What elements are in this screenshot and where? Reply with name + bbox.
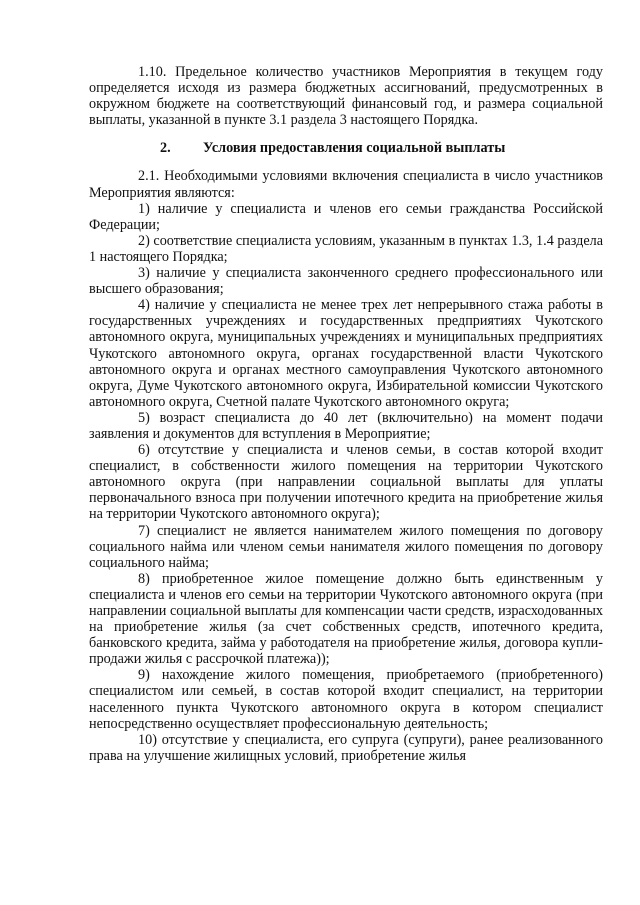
document-body [89, 64, 603, 764]
section-number: 2. [160, 140, 171, 157]
condition-5: 5) возраст специалиста до 40 лет (включительно) на момент подачи заявления и документов для вступления в Мероприятие; [89, 409, 603, 442]
condition-10: 10) отсутствие у специалиста, его супруга (супруги), ранее реализованного права на улучшение жилищных условий, приобретение жилья [89, 731, 603, 764]
paragraph-1-10: 1.10. Предельное количество участников Мероприятия в текущем году определяется исходя из размера бюджетных ассигнований, предусмотренных в окружном бюджете на соответствующий финансовый год, и размера социальной выплаты, указанной в пункте 3.1 раздела 3 настоящего Порядка. [89, 64, 603, 129]
condition-6: 6) отсутствие у специалиста и членов семьи, в состав которой входит специалист, в собственности жилого помещения на территории Чукотского автономного округа (при направлении социальной выплаты для уплаты первоначального взноса при получении ипотечного кредита на приобретение жилья на территории Чукотского автономного округа); [89, 442, 603, 523]
condition-9: 9) нахождение жилого помещения, приобретаемого (приобретенного) специалистом или семьей, в состав которой входит специалист, на территории населенного пункта Чукотского автономного округа в котором специалист непосредственно осуществляет профессиональную деятельность; [89, 667, 603, 732]
condition-4: 4) наличие у специалиста не менее трех лет непрерывного стажа работы в государственных учреждениях и государственных предприятиях Чукотского автономного округа, муниципальных учреждениях и муниципальных предприятиях Чукотского автономного округа, органах государственной власти Чукотского автономного округа и органах местного самоуправления Чукотского автономного округа, Думе Чукотского автономного округа, Избирательной комиссии Чукотского автономного округа, Счетной палате Чукотского автономного округа; [89, 297, 603, 410]
condition-2: 2) соответствие специалиста условиям, указанным в пунктах 1.3, 1.4 раздела 1 настоящего Порядка; [89, 232, 603, 265]
condition-7: 7) специалист не является нанимателем жилого помещения по договору социального найма или членом семьи нанимателя жилого помещения по договору социального найма; [89, 522, 603, 571]
paragraph-2-1: 2.1. Необходимыми условиями включения специалиста в число участников Мероприятия являются: [89, 168, 603, 201]
condition-3: 3) наличие у специалиста законченного среднего профессионального или высшего образования; [89, 265, 603, 298]
condition-1: 1) наличие у специалиста и членов его семьи гражданства Российской Федерации; [89, 200, 603, 233]
section-heading [89, 140, 603, 156]
section-title: Условия предоставления социальной выплаты [203, 140, 506, 157]
condition-8: 8) приобретенное жилое помещение должно быть единственным у специалиста и членов его семьи на территории Чукотского автономного округа (при направлении социальной выплаты для компенсации части средств, израсходованных на приобретение жилья (за счет собственных средств, ипотечного кредита, банковского кредита, займа у работодателя на приобретение жилья, договора купли-продажи жилья с рассрочкой платежа)); [89, 570, 603, 668]
